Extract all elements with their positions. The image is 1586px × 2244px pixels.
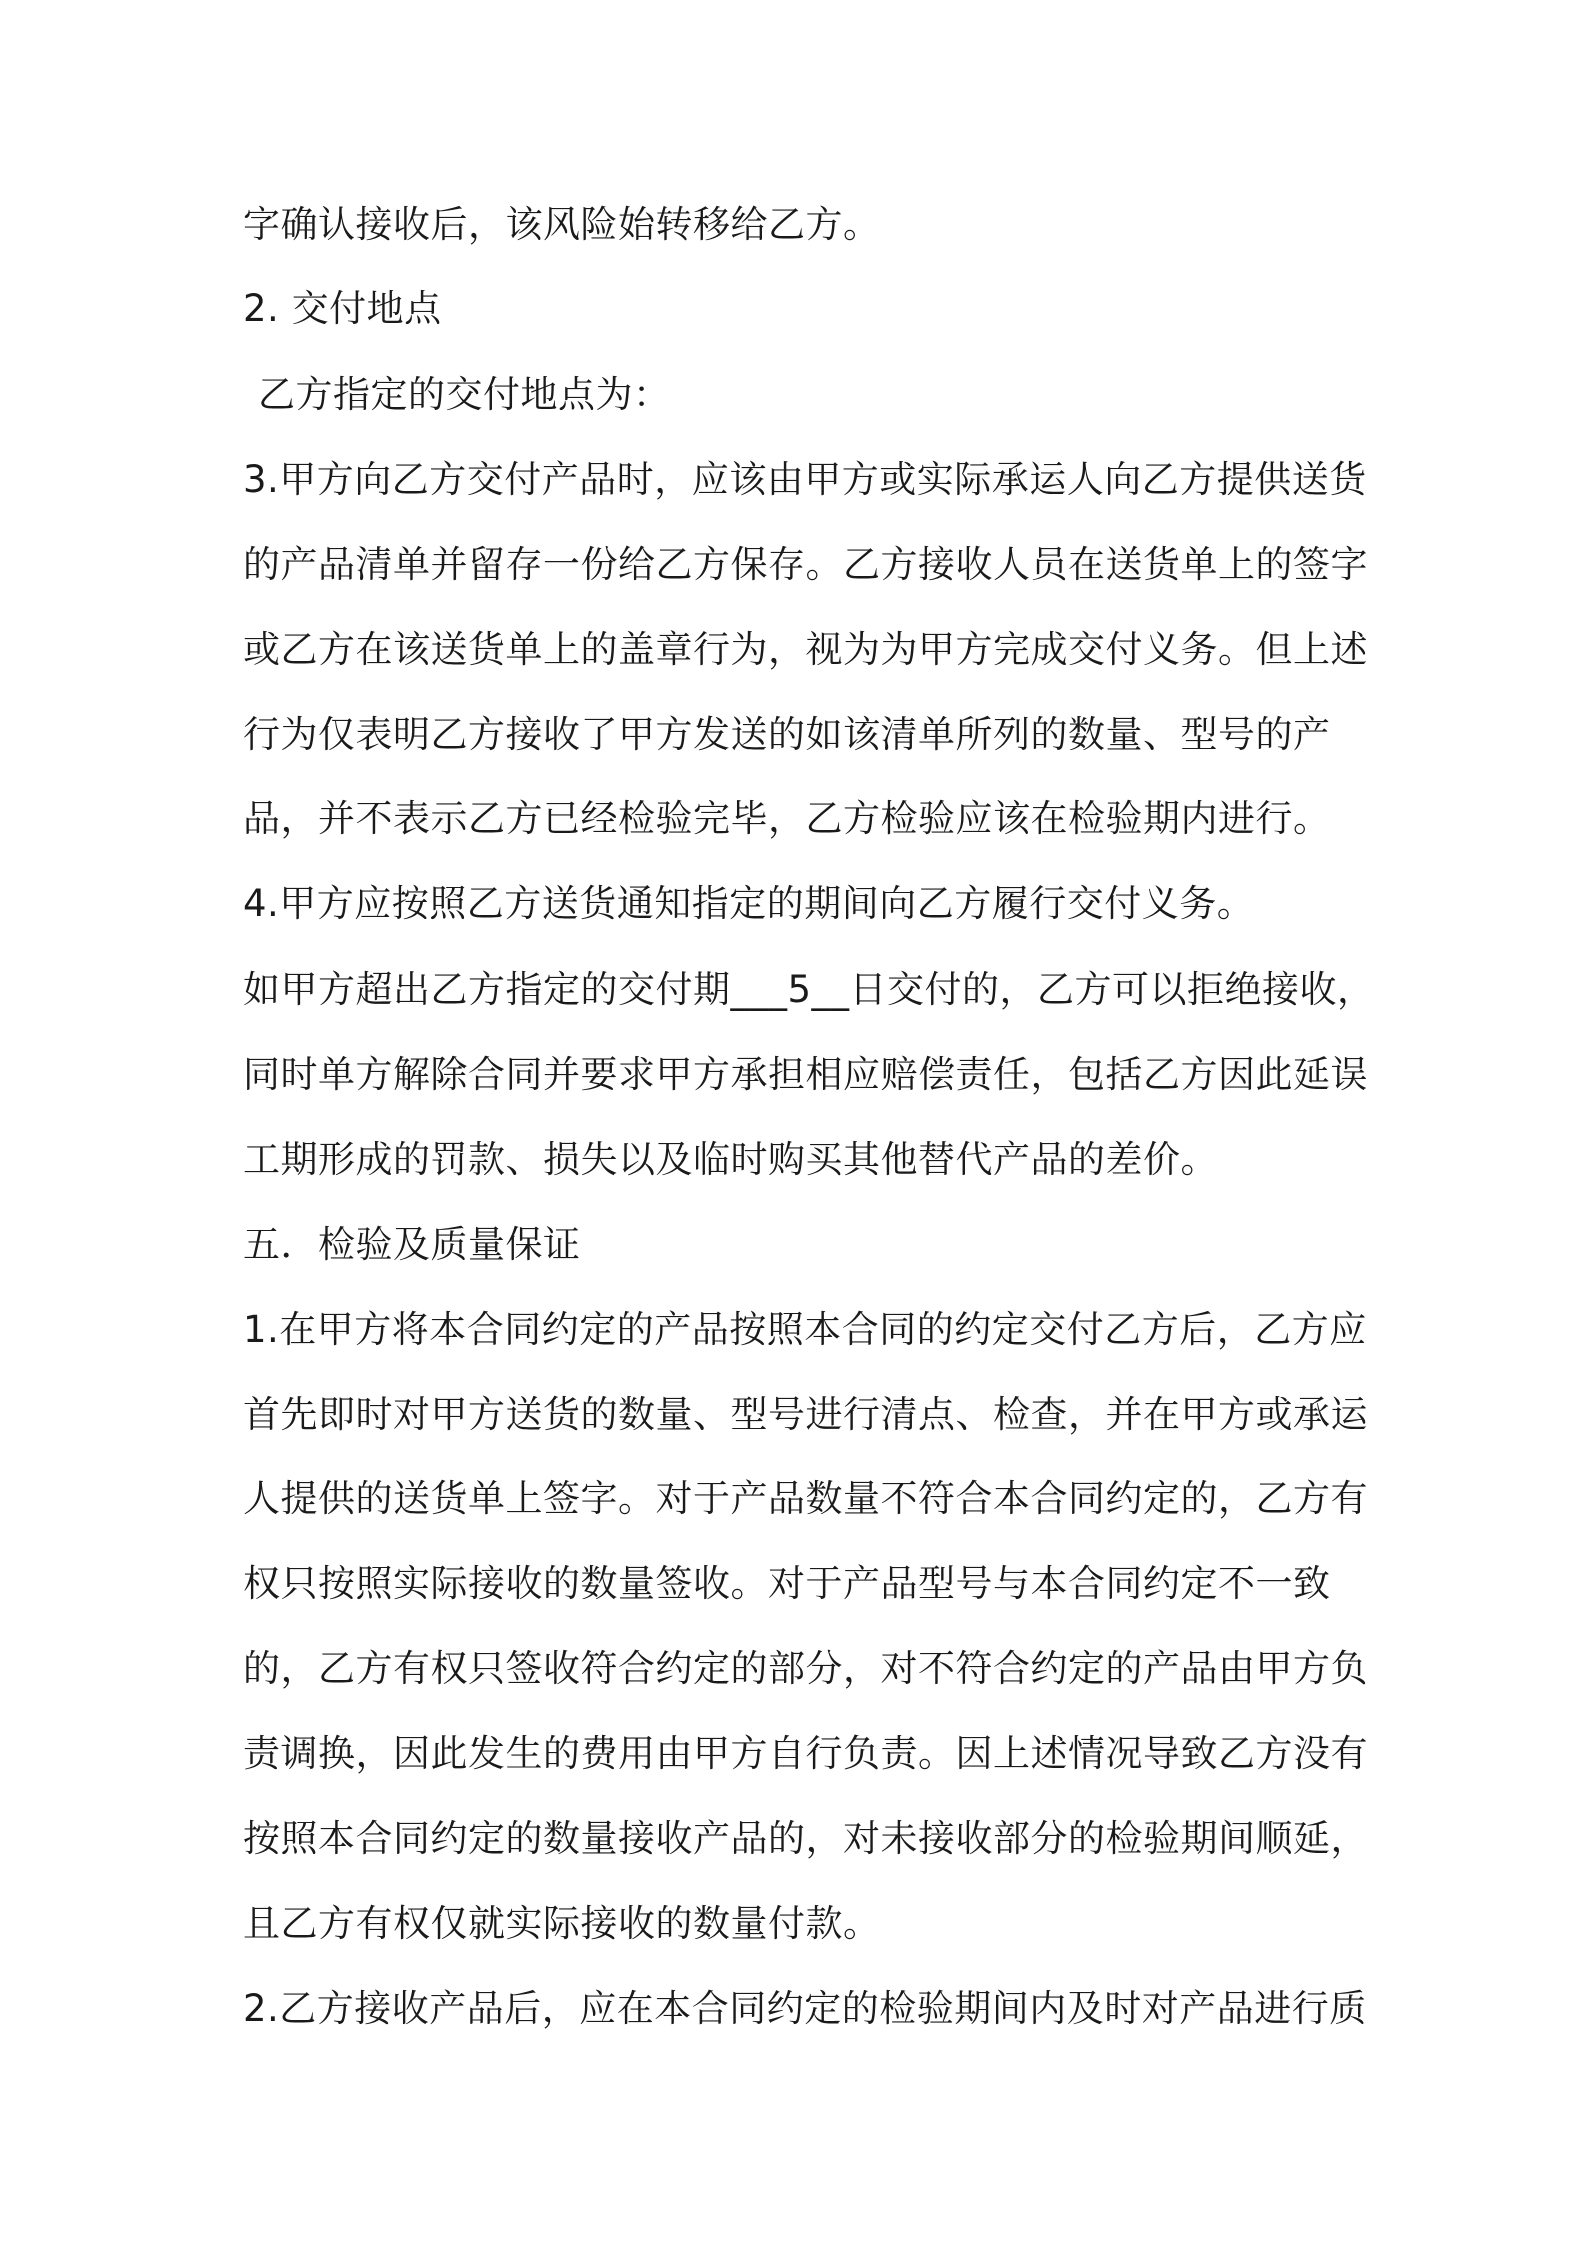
text-line: 3.甲方向乙方交付产品时，应该由甲方或实际承运人向乙方提供送货 (243, 458, 1367, 501)
text-line: 同时单方解除合同并要求甲方承担相应赔偿责任，包括乙方因此延误 (243, 1053, 1368, 1096)
section-heading: 五．检验及质量保证 (243, 1223, 581, 1266)
text-line: 乙方指定的交付地点为： (258, 373, 671, 416)
text-line: 或乙方在该送货单上的盖章行为，视为为甲方完成交付义务。但上述 (243, 628, 1368, 671)
text-line: 的产品清单并留存一份给乙方保存。乙方接收人员在送货单上的签字 (243, 543, 1368, 586)
text-line: 首先即时对甲方送货的数量、型号进行清点、检查，并在甲方或承运 (243, 1393, 1368, 1436)
text-line: 2.乙方接收产品后，应在本合同约定的检验期间内及时对产品进行质 (243, 1987, 1367, 2030)
text-line: 权只按照实际接收的数量签收。对于产品型号与本合同约定不一致 (243, 1562, 1331, 1605)
text-line: 且乙方有权仅就实际接收的数量付款。 (243, 1902, 881, 1945)
text-line: 工期形成的罚款、损失以及临时购买其他替代产品的差价。 (243, 1138, 1218, 1181)
text-line: 行为仅表明乙方接收了甲方发送的如该清单所列的数量、型号的产 (243, 713, 1331, 756)
text-line: 1.在甲方将本合同约定的产品按照本合同的约定交付乙方后，乙方应 (243, 1308, 1367, 1351)
text-line: 如甲方超出乙方指定的交付期___5__日交付的，乙方可以拒绝接收， (243, 968, 1375, 1011)
text-line: 4.甲方应按照乙方送货通知指定的期间向乙方履行交付义务。 (243, 882, 1255, 925)
text-line: 责调换，因此发生的费用由甲方自行负责。因上述情况导致乙方没有 (243, 1732, 1368, 1775)
text-line: 人提供的送货单上签字。对于产品数量不符合本合同约定的，乙方有 (243, 1477, 1368, 1520)
section-heading: 2. 交付地点 (243, 287, 442, 330)
text-line: 按照本合同约定的数量接收产品的，对未接收部分的检验期间顺延， (243, 1817, 1368, 1860)
text-line: 的，乙方有权只签收符合约定的部分，对不符合约定的产品由甲方负 (243, 1647, 1368, 1690)
text-line: 品，并不表示乙方已经检验完毕，乙方检验应该在检验期内进行。 (243, 797, 1331, 840)
text-line: 字确认接收后，该风险始转移给乙方。 (243, 203, 881, 246)
